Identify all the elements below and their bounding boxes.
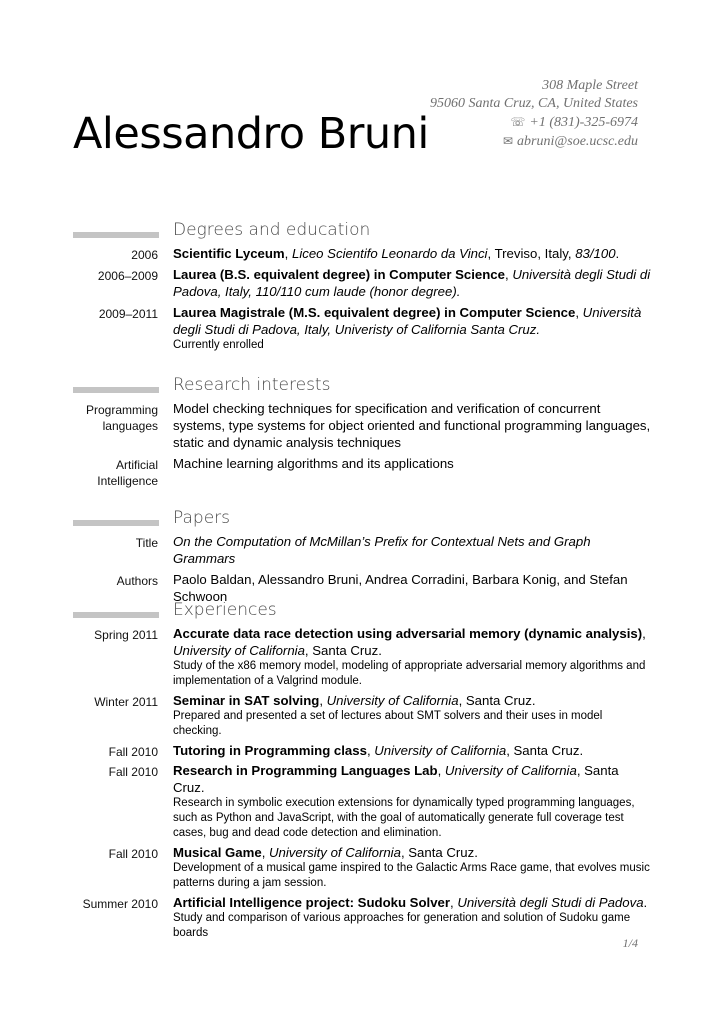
degree-name: Laurea Magistrale (M.S. equivalent degree) in Computer Science — [173, 305, 576, 320]
place: , Santa Cruz. — [173, 763, 619, 795]
place: , Santa Cruz. — [304, 643, 382, 658]
section-papers — [0, 507, 725, 605]
section-title: Papers — [173, 508, 231, 528]
entry-label: Programming languages — [85, 403, 158, 433]
paper-title-text: On the Computation of McMillan’s Prefix for Contextual Nets and Graph Grammars — [173, 534, 591, 566]
experience-title: Tutoring in Programming class — [173, 743, 367, 758]
organization: University of California — [173, 643, 305, 658]
education-entry — [0, 266, 725, 300]
cv-name: Alessandro Bruni — [73, 109, 429, 159]
entry-body — [173, 304, 653, 338]
phone-icon: ☏ — [510, 115, 526, 129]
institution: Università degli Studi di Padova, Italy, 110/110 cum laude (honor degree). — [173, 267, 651, 299]
section-education — [0, 219, 725, 353]
entry-note: Development of a musical game inspired to the Galactic Arms Race game, that evolves music patterns during a jam session. — [173, 862, 650, 889]
section-title: Degrees and education — [173, 220, 371, 240]
organization: University of California — [326, 693, 459, 708]
entry-label: Authors — [116, 574, 158, 588]
phone-number: +1 (831)-325-6974 — [529, 115, 638, 130]
organization: University of California — [444, 763, 577, 778]
section-header — [0, 507, 725, 531]
section-header — [0, 219, 725, 243]
entry-date: Winter 2011 — [94, 695, 158, 709]
experience-title: Seminar in SAT solving — [173, 693, 320, 708]
research-entry — [0, 455, 725, 488]
education-entry — [0, 245, 725, 262]
end-punct: . — [615, 246, 620, 261]
entry-date: Spring 2011 — [94, 628, 158, 642]
experience-entry — [0, 742, 725, 759]
experience-title: Research in Programming Languages Lab — [173, 763, 438, 778]
entry-body: Machine learning algorithms and its applications — [173, 456, 454, 471]
grade: 83/100 — [575, 246, 616, 261]
separator: , — [575, 305, 583, 320]
degree-name: Laurea (B.S. equivalent degree) in Computer Science — [173, 267, 505, 282]
location: , Treviso, Italy, — [487, 246, 576, 261]
entry-body: Seminar in SAT solving, University of California, Santa Cruz. — [173, 693, 536, 708]
place: . — [643, 895, 648, 910]
entry-date: Fall 2010 — [108, 847, 158, 861]
section-bar — [73, 520, 159, 526]
experience-entry — [0, 692, 725, 739]
entry-note: Research in symbolic execution extensions for dynamically typed programming languages, such as Python and JavaScript, with the goal of automatically generate full coverage test cases, bug and dead code detection and elimination. — [173, 797, 635, 839]
entry-note: Currently enrolled — [173, 339, 264, 351]
contact-block — [430, 77, 638, 151]
separator: , — [504, 267, 513, 282]
email-address[interactable]: abruni@soe.ucsc.edu — [517, 134, 638, 149]
paper-title-row — [0, 533, 725, 567]
section-bar — [73, 232, 159, 238]
section-title: Research interests — [173, 375, 331, 395]
entry-date: Fall 2010 — [108, 745, 158, 759]
section-bar — [73, 612, 159, 618]
address-line-1: 308 Maple Street — [542, 78, 638, 93]
section-experiences — [0, 599, 725, 941]
entry-date: Fall 2010 — [108, 765, 158, 779]
entry-note: Study and comparison of various approaches for generation and solution of Sudoku game boards — [173, 912, 631, 939]
entry-label: Title — [135, 536, 158, 550]
paper-title — [173, 533, 653, 567]
institution: Università degli Studi di Padova, Italy, Univeristy of California Santa Cruz. — [173, 305, 642, 337]
envelope-icon: ✉ — [502, 134, 514, 148]
section-header — [0, 599, 725, 623]
entry-date: 2006–2009 — [97, 269, 158, 283]
degree-name: Scientific Lyceum — [173, 246, 285, 261]
phone-line — [430, 113, 638, 132]
entry-label: Artificial Intelligence — [97, 458, 158, 488]
entry-date: 2009–2011 — [98, 307, 158, 321]
section-title: Experiences — [173, 600, 277, 620]
page-number: 1/4 — [622, 936, 638, 950]
entry-date: Summer 2010 — [82, 897, 158, 911]
entry-body — [173, 245, 653, 262]
place: , Santa Cruz. — [400, 845, 478, 860]
organization: University of California — [374, 743, 507, 758]
email-line[interactable] — [430, 132, 638, 151]
entry-date: 2006 — [131, 248, 158, 262]
separator: , — [284, 246, 292, 261]
experience-entry — [0, 894, 725, 941]
address-line-2: 95060 Santa Cruz, CA, United States — [429, 96, 638, 111]
section-header — [0, 374, 725, 398]
experience-title: Musical Game — [173, 845, 262, 860]
entry-body: Musical Game, University of California, Santa Cruz. — [173, 845, 478, 860]
entry-body — [173, 266, 653, 300]
research-entry — [0, 400, 725, 451]
entry-body: Artificial Intelligence project: Sudoku Solver, Università degli Studi di Padova. — [173, 895, 648, 910]
experience-entry — [0, 844, 725, 891]
section-bar — [73, 387, 159, 393]
education-entry — [0, 304, 725, 353]
entry-body: Accurate data race detection using adversarial memory (dynamic analysis), University of California, Santa Cruz. — [173, 626, 646, 658]
entry-note: Study of the x86 memory model, modeling of appropriate adversarial memory algorithms and implementation of a Valgrind module. — [173, 660, 646, 687]
experience-entry — [0, 625, 725, 689]
paper-authors: Paolo Baldan, Alessandro Bruni, Andrea Corradini, Barbara Konig, and Stefan Schwoon — [173, 572, 628, 604]
experience-entry — [0, 762, 725, 841]
section-research — [0, 374, 725, 488]
experience-title: Artificial Intelligence project: Sudoku Solver — [173, 895, 450, 910]
institution: Liceo Scientifo Leonardo da Vinci — [291, 246, 488, 261]
experience-title: Accurate data race detection using adversarial memory (dynamic analysis) — [173, 626, 643, 641]
place: , Santa Cruz. — [506, 743, 584, 758]
entry-body: Model checking techniques for specification and verification of concurrent systems, type systems for object oriented and functional programming languages, static and dynamic analysis techniques — [173, 401, 651, 450]
place: , Santa Cruz. — [458, 693, 536, 708]
organization: Università degli Studi di Padova — [457, 895, 644, 910]
organization: University of California — [269, 845, 401, 860]
entry-body: Research in Programming Languages Lab, University of California, Santa Cruz. — [173, 763, 619, 795]
entry-body: Tutoring in Programming class, University of California, Santa Cruz. — [173, 743, 584, 758]
entry-note: Prepared and presented a set of lectures about SMT solvers and their uses in model checking. — [173, 710, 603, 737]
